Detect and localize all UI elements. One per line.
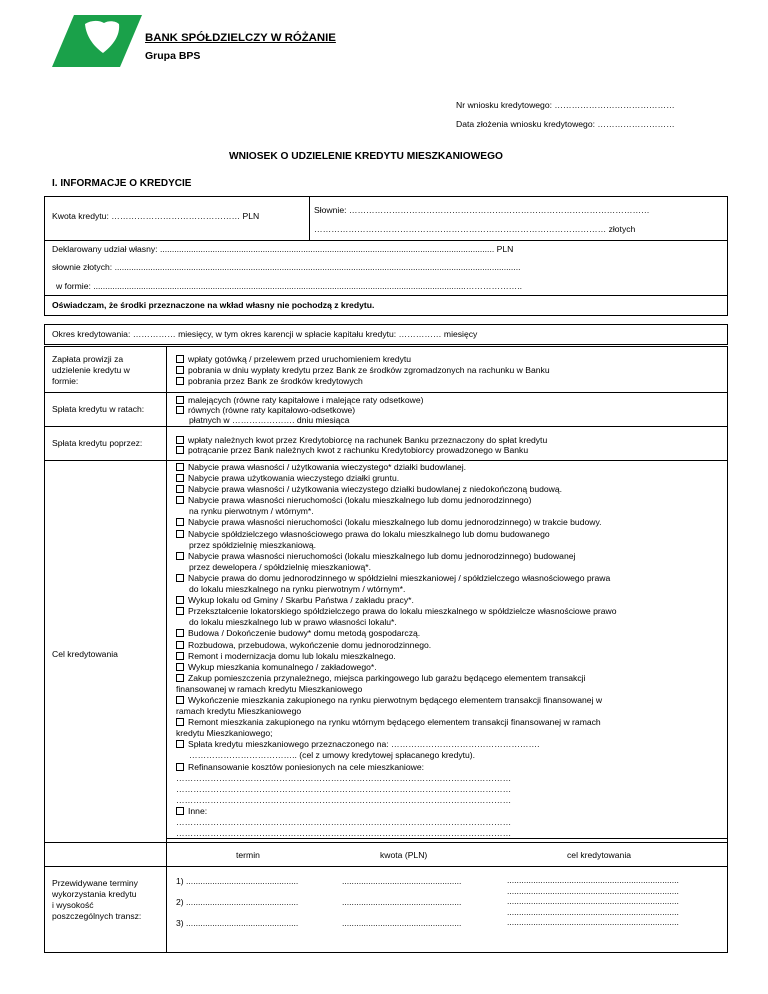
purpose-option-text: Nabycie prawa własności nieruchomości (lokalu mieszkalnego lub domu jednorodzinnego) budowanej <box>188 550 576 561</box>
checkbox[interactable] <box>176 496 184 504</box>
application-number-field[interactable]: Nr wniosku kredytowego: …………………………………… <box>456 100 675 110</box>
purpose-option-text: finansowanej w ramach kredytu Mieszkaniowego <box>176 683 363 694</box>
commission-label: Zapłata prowizji za udzielenie kredytu w formie: <box>52 354 130 386</box>
purpose-option-text: Wykończenie mieszkania zakupionego na rynku pierwotnym będącego elementem transakcji finansowanej w <box>188 694 603 705</box>
tranche-3-amount[interactable]: .................................................. <box>342 918 462 928</box>
bank-group: Grupa BPS <box>145 50 201 62</box>
purpose-option[interactable] <box>176 673 736 684</box>
purpose-option-text: przez spółdzielnię mieszkaniową. <box>189 539 317 550</box>
purpose-option-text: Rozbudowa, przebudowa, wykończenie domu jednorodzinnego. <box>188 639 432 650</box>
purpose-option-text: Wykup lokalu od Gminy / Skarbu Państwa / zakładu pracy*. <box>188 595 414 606</box>
checkbox[interactable] <box>176 485 184 493</box>
checkbox[interactable] <box>176 596 184 604</box>
checkbox[interactable] <box>176 463 184 471</box>
checkbox[interactable] <box>176 474 184 482</box>
checkbox[interactable] <box>176 530 184 538</box>
tranches-label: Przewidywane terminy wykorzystania kredytu i wysokość poszczególnych transz: <box>52 878 142 921</box>
checkbox[interactable] <box>176 446 184 454</box>
checkbox[interactable] <box>176 718 184 726</box>
section-title: I. INFORMACJE O KREDYCIE <box>52 178 192 189</box>
tranche-2-amount[interactable]: .................................................. <box>342 897 462 907</box>
bank-name: BANK SPÓŁDZIELCZY W RÓŻANIE <box>145 32 336 44</box>
purpose-option[interactable] <box>176 662 736 673</box>
checkbox[interactable] <box>176 355 184 363</box>
purpose-option-text: Nabycie prawa własności / użytkowania wieczystego* działki budowlanej. <box>188 462 467 472</box>
purpose-option[interactable] <box>176 628 736 639</box>
installments-label: Spłata kredytu w ratach: <box>52 404 145 414</box>
purpose-option[interactable] <box>176 495 736 506</box>
purpose-option-continuation <box>176 795 736 806</box>
tranche-3-term[interactable]: 3) ............................................... <box>176 918 299 928</box>
repayment-option-1[interactable]: wpłaty należnych kwot przez Kredytobiorcę na rachunek Banku przeznaczony do spłat kredytu <box>176 435 547 446</box>
payment-day-field[interactable]: płatnych w …………………. dniu miesiąca <box>189 415 350 425</box>
amount-words-field[interactable]: Słownie: …………………………………………………………………………………………… <box>314 205 650 215</box>
purpose-option[interactable] <box>176 484 736 495</box>
bank-bps-logo-icon <box>52 13 142 69</box>
purpose-option-text: Zakup pomieszczenia przynależnego, miejsca parkingowego lub garażu będącego elementem transakcji <box>188 672 586 683</box>
purpose-option-text: Nabycie prawa własności nieruchomości (lokalu mieszkalnego lub domu jednorodzinnego) w trakcie budowy. <box>188 517 602 528</box>
purpose-option-text: ……………………………………………………………………………………………………… <box>176 772 512 783</box>
purpose-option-continuation <box>176 750 736 761</box>
purpose-option[interactable] <box>176 806 736 817</box>
commission-option-3[interactable]: pobrania przez Bank ze środków kredytowych <box>176 376 363 387</box>
purpose-label: Cel kredytowania <box>52 649 118 659</box>
purpose-option[interactable] <box>176 762 736 773</box>
own-contribution-statement: Oświadczam, że środki przeznaczone na wkład własny nie pochodzą z kredytu. <box>52 300 375 310</box>
purpose-option[interactable] <box>176 517 736 528</box>
checkbox[interactable] <box>176 740 184 748</box>
checkbox[interactable] <box>176 396 184 404</box>
installments-option-1[interactable]: malejących (równe raty kapitałowe i malejące raty odsetkowe) <box>176 395 423 406</box>
purpose-option-text: Nabycie spółdzielczego własnościowego prawa do lokalu mieszkalnego lub domu budowanego <box>188 528 550 539</box>
installments-option-2[interactable]: równych (równe raty kapitałowo-odsetkowe) <box>176 405 355 416</box>
checkbox[interactable] <box>176 807 184 815</box>
purpose-options <box>176 462 736 839</box>
checkbox[interactable] <box>176 641 184 649</box>
purpose-option-text: Nabycie prawa własności nieruchomości (lokalu mieszkalnego lub domu jednorodzinnego) <box>188 495 532 506</box>
purpose-option-text: Remont i modernizacja domu lub lokalu mieszkalnego. <box>188 650 396 661</box>
checkbox[interactable] <box>176 763 184 771</box>
tranche-1-amount[interactable]: .................................................. <box>342 876 462 886</box>
purpose-option-continuation <box>176 817 736 828</box>
purpose-option[interactable] <box>176 640 736 651</box>
purpose-option[interactable] <box>176 473 736 484</box>
checkbox[interactable] <box>176 674 184 682</box>
commission-option-1[interactable]: wpłaty gotówką / przelewem przed uruchomieniem kredytu <box>176 354 411 365</box>
purpose-option[interactable] <box>176 529 736 540</box>
checkbox[interactable] <box>176 696 184 704</box>
purpose-option-text: kredytu Mieszkaniowego; <box>176 728 273 739</box>
purpose-option-text: na rynku pierwotnym / wtórnym*. <box>189 506 314 517</box>
purpose-option-continuation <box>176 562 736 573</box>
purpose-option-text: Nabycie prawa do domu jednorodzinnego w spółdzielni mieszkaniowej / spółdzielczego własnościowego prawa <box>188 572 611 583</box>
purpose-option-text: ……………………………….. (cel z umowy kredytowej spłacanego kredytu). <box>189 750 476 761</box>
purpose-option-text: ……………………………………………………………………………………………………… <box>176 828 512 839</box>
purpose-option[interactable] <box>176 595 736 606</box>
tranche-header-amount: kwota (PLN) <box>380 850 428 860</box>
purpose-option-text: Nabycie prawa własności / użytkowania wieczystego działki budowlanej z niedokończoną budową. <box>188 484 563 495</box>
tranche-purpose-fields[interactable]: ........................................................................ ........................................................................ ........................................................................ ........................................................................ ........................................................................ <box>507 875 679 927</box>
purpose-option-text: Nabycie prawa użytkowania wieczystego działki gruntu. <box>188 473 400 484</box>
amount-words-field-2[interactable]: ………………………………………………………………………………………… złotych <box>314 224 636 234</box>
purpose-option-text: do lokalu mieszkalnego lub w prawo własności lokalu*. <box>189 617 397 628</box>
purpose-option[interactable] <box>176 717 736 728</box>
tranche-1-term[interactable]: 1) ............................................... <box>176 876 299 886</box>
purpose-option-text: ……………………………………………………………………………………………………… <box>176 783 512 794</box>
checkbox[interactable] <box>176 436 184 444</box>
purpose-option[interactable] <box>176 606 736 617</box>
purpose-option[interactable] <box>176 462 736 473</box>
checkbox[interactable] <box>176 406 184 414</box>
purpose-option-text: do lokalu mieszkalnego na rynku pierwotnym / wtórnym*. <box>189 584 406 595</box>
purpose-option-continuation <box>176 773 736 784</box>
checkbox[interactable] <box>176 607 184 615</box>
checkbox[interactable] <box>176 518 184 526</box>
checkbox[interactable] <box>176 663 184 671</box>
commission-option-2[interactable]: pobrania w dniu wypłaty kredytu przez Bank ze środków zgromadzonych na rachunku w Banku <box>176 365 550 376</box>
repayment-label: Spłata kredytu poprzez: <box>52 438 143 448</box>
purpose-option-text: Budowa / Dokończenie budowy* domu metodą gospodarczą. <box>188 628 421 639</box>
own-contribution-form-field[interactable]: w formie: ............................................................................................................................................................……………….. <box>56 281 523 291</box>
checkbox[interactable] <box>176 552 184 560</box>
purpose-option-continuation <box>176 684 736 695</box>
own-contribution-field[interactable]: Deklarowany udział własny: ............................................................................................................................................ PLN <box>52 244 514 254</box>
checkbox[interactable] <box>176 574 184 582</box>
purpose-option[interactable] <box>176 695 736 706</box>
purpose-option-continuation <box>176 540 736 551</box>
purpose-option-text: Wykup mieszkania komunalnego / zakładowego*. <box>188 661 377 672</box>
loan-period-field[interactable]: Okres kredytowania: …………… miesięcy, w tym okres karencji w spłacie kapitału kredytu: …………… miesięcy <box>52 329 478 339</box>
purpose-option-text: ……………………………………………………………………………………………………… <box>176 794 512 805</box>
purpose-option-text: Refinansowanie kosztów poniesionych na cele mieszkaniowe: <box>188 761 424 772</box>
purpose-option-continuation <box>176 617 736 628</box>
purpose-option-text: ……………………………………………………………………………………………………… <box>176 817 512 827</box>
checkbox[interactable] <box>176 366 184 374</box>
purpose-option[interactable] <box>176 551 736 562</box>
repayment-option-2[interactable]: potrącanie przez Bank należnych kwot z rachunku Kredytobiorcy prowadzonego w Banku <box>176 445 528 456</box>
checkbox[interactable] <box>176 377 184 385</box>
own-contribution-words-field[interactable]: słownie złotych: .......................................................................................................................................................................... <box>52 262 521 272</box>
checkbox[interactable] <box>176 652 184 660</box>
purpose-option[interactable] <box>176 573 736 584</box>
purpose-option-text: Inne: <box>188 805 208 816</box>
tranche-2-term[interactable]: 2) ............................................... <box>176 897 299 907</box>
purpose-option-continuation <box>176 706 736 717</box>
purpose-option-text: Przekształcenie lokatorskiego spółdzielczego prawa do lokalu mieszkalnego w spółdzielcze własnościowe prawo <box>188 606 617 617</box>
purpose-option-continuation <box>176 728 736 739</box>
purpose-option-continuation <box>176 784 736 795</box>
form-title: WNIOSEK O UDZIELENIE KREDYTU MIESZKANIOWEGO <box>229 151 503 162</box>
purpose-option-text: Remont mieszkania zakupionego na rynku wtórnym będącego elementem transakcji finansowanej w ramach <box>188 717 601 728</box>
purpose-option-text: przez dewelopera / spółdzielnię mieszkaniową*. <box>189 561 371 572</box>
checkbox[interactable] <box>176 629 184 637</box>
purpose-option[interactable] <box>176 651 736 662</box>
loan-amount-field[interactable]: Kwota kredytu: ……………………………………… PLN <box>52 211 260 221</box>
purpose-option-continuation <box>176 584 736 595</box>
application-date-field[interactable]: Data złożenia wniosku kredytowego: ……………………… <box>456 119 675 129</box>
tranche-header-term: termin <box>236 850 260 860</box>
purpose-option-text: ramach kredytu Mieszkaniowego <box>176 706 302 717</box>
purpose-option-continuation <box>176 506 736 517</box>
tranche-header-purpose: cel kredytowania <box>567 850 632 860</box>
purpose-option-text: Spłata kredytu mieszkaniowego przeznaczonego na: ……………………………………………. <box>188 739 540 750</box>
purpose-option[interactable] <box>176 739 736 750</box>
